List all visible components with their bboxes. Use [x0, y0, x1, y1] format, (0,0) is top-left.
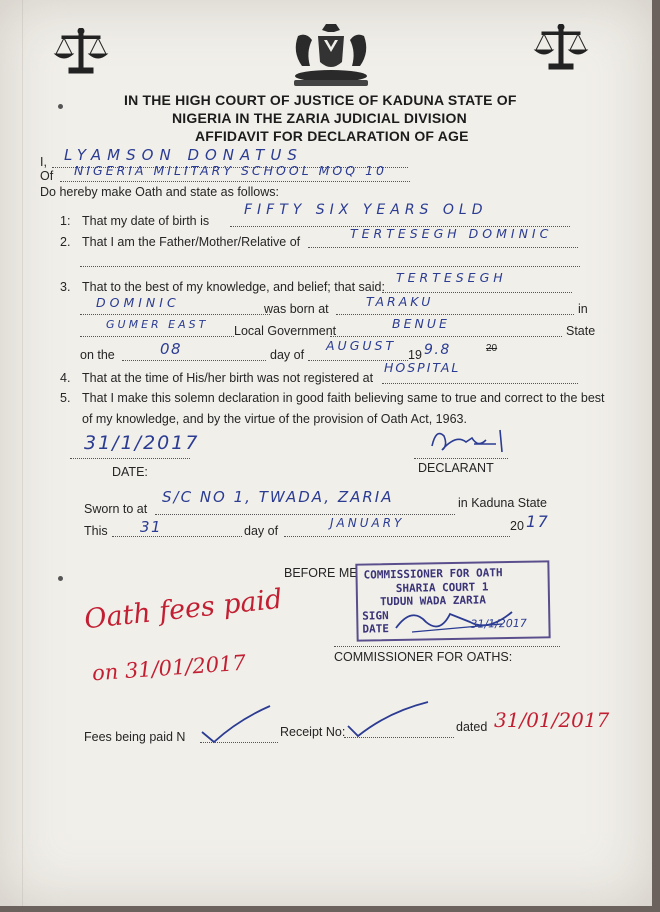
item-3: [60, 280, 385, 294]
commissioner-signature: [392, 598, 522, 638]
registration-place: HOSPITAL: [384, 360, 461, 375]
court-title-line-1: IN THE HIGH COURT OF JUSTICE OF KADUNA STATE OF: [124, 92, 517, 108]
year-prefix-alt: 20: [486, 343, 498, 354]
stamp-line-3: TUDUN WADA ZARIA: [379, 593, 487, 609]
oath-fees-note-line-2: on 31/01/2017: [91, 650, 247, 686]
stamp-date-value: 31/1/2017: [470, 616, 527, 631]
in-label: in: [578, 302, 588, 316]
on-the-label: on the: [80, 348, 115, 362]
stamp-date-label: DATE: [362, 622, 390, 636]
item-1: [60, 214, 209, 228]
item-1-number: 1:: [60, 214, 71, 228]
sworn-to-at-label: Sworn to at: [84, 502, 148, 516]
year-prefix: 19: [408, 348, 422, 362]
punch-hole: [58, 576, 63, 581]
sworn-day: 31: [140, 518, 163, 536]
lga-label: Local Government: [234, 324, 337, 338]
item-5: [60, 391, 605, 405]
oath-fees-note-line-1: Oath fees paid: [82, 583, 284, 636]
sworn-day-of-label: day of: [244, 524, 279, 538]
sworn-year-prefix: 20: [510, 519, 524, 533]
declarant-signature: [426, 424, 516, 456]
intro-text: Do hereby make Oath and state as follows:: [40, 185, 280, 199]
item-1-text: That my date of birth is: [82, 214, 210, 228]
item-3-number: 3.: [60, 280, 71, 294]
i-label: I,: [40, 155, 47, 169]
declaration-date: 31/1/2017: [84, 432, 200, 454]
in-kaduna-state-label: in Kaduna State: [458, 496, 547, 510]
subject-name-part-2: DOMINIC: [96, 295, 180, 310]
item-4-number: 4.: [60, 371, 71, 385]
item-5-text-line-1: That I make this solemn declaration in good faith believing same to true and correct to the best: [82, 391, 605, 405]
stamp-sign-label: SIGN: [362, 609, 389, 623]
stamp-line-2: SHARIA COURT 1: [395, 580, 489, 595]
declarant-address: NIGERIA MILITARY SCHOOL MOQ 10: [74, 163, 387, 178]
item-4: [60, 371, 373, 385]
state-label: State: [566, 324, 596, 338]
item-4-text: That at the time of His/her birth was not registered at: [82, 371, 374, 385]
item-5-number: 5.: [60, 391, 71, 405]
dated-label: dated: [456, 720, 488, 734]
court-title-line-2: NIGERIA IN THE ZARIA JUDICIAL DIVISION: [172, 110, 467, 126]
sworn-year: 17: [526, 512, 550, 531]
of-label: Of: [40, 169, 54, 183]
day-of-label: day of: [270, 348, 305, 362]
stamp-line-1: COMMISSIONER FOR OATH: [363, 566, 503, 582]
relative-name: TERTESEGH DOMINIC: [350, 226, 553, 241]
receipt-checkmark: [344, 698, 430, 742]
declarant-label: DECLARANT: [418, 461, 494, 475]
this-label: This: [84, 524, 108, 538]
commissioner-for-oaths-label: COMMISSIONER FOR OATHS:: [334, 650, 513, 664]
before-me-label: BEFORE ME: [284, 566, 358, 580]
fees-checkmark: [198, 702, 274, 746]
declarant-name: LYAMSON DONATUS: [64, 146, 303, 164]
affidavit-title: AFFIDAVIT FOR DECLARATION OF AGE: [195, 128, 469, 144]
receipt-label: Receipt No:: [280, 725, 346, 739]
birth-place: TARAKU: [366, 294, 434, 309]
sworn-month: JANUARY: [330, 516, 405, 530]
was-born-at-label: was born at: [264, 302, 329, 316]
date-of-birth-value: FIFTY SIX YEARS OLD: [244, 202, 488, 218]
item-3-text: That to the best of my knowledge, and belief; that said:: [82, 280, 385, 294]
birth-day: 08: [160, 340, 183, 358]
scales-of-justice-icon: [52, 28, 110, 76]
item-2: [60, 235, 300, 249]
birth-year: 9.8: [424, 342, 451, 358]
lga-value: GUMER EAST: [106, 318, 209, 331]
subject-name-part-1: TERTESEGH: [396, 270, 507, 285]
state-value: BENUE: [392, 316, 450, 331]
birth-month: AUGUST: [326, 338, 397, 353]
sworn-location: S/C NO 1, TWADA, ZARIA: [162, 488, 394, 506]
date-label: DATE:: [112, 465, 148, 479]
fees-label: Fees being paid N: [84, 730, 186, 744]
coat-of-arms-icon: [288, 22, 374, 88]
scales-of-justice-icon: [532, 24, 590, 72]
dated-value: 31/01/2017: [494, 708, 610, 732]
item-5-text-line-2: of my knowledge, and by the virtue of the provision of Oath Act, 1963.: [82, 412, 467, 426]
item-2-number: 2.: [60, 235, 71, 249]
item-2-text: That I am the Father/Mother/Relative of: [82, 235, 301, 249]
punch-hole: [58, 104, 63, 109]
